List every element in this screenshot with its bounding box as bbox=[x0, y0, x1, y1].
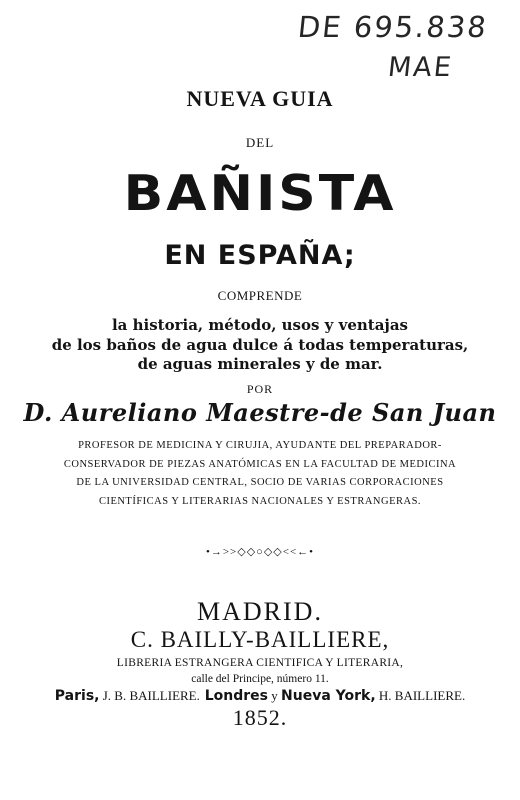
byline-por: POR bbox=[246, 382, 274, 396]
author-credentials-line-1: PROFESOR DE MEDICINA Y CIRUJIA, AYUDANTE DEL PREPARADOR- bbox=[78, 440, 442, 451]
author-credentials-line-4: CIENTÍFICAS Y LITERARIAS NACIONALES Y ESTRANGERAS. bbox=[98, 496, 422, 507]
author-name: D. Aureliano Maestre-de San Juan bbox=[23, 398, 497, 427]
imprint-branches bbox=[0, 688, 520, 704]
subtitle-intro: COMPRENDE bbox=[217, 288, 303, 303]
branch-city-new-york: Nueva York, bbox=[281, 688, 376, 704]
catalog-code-handwritten: MAE bbox=[386, 52, 455, 83]
title-main: BAÑISTA bbox=[123, 165, 397, 223]
subtitle-line-3: de aguas minerales y de mar. bbox=[137, 355, 383, 373]
branch-conjunction: y bbox=[268, 688, 282, 703]
subtitle-line-1: la historia, método, usos y ventajas bbox=[111, 316, 409, 334]
title-line-4: EN ESPAÑA; bbox=[164, 240, 356, 271]
imprint-shop: LIBRERIA ESTRANGERA CIENTIFICA Y LITERARIA, bbox=[116, 657, 404, 669]
title-line-1: NUEVA GUIA bbox=[186, 86, 334, 111]
catalog-number-handwritten: DE 695.838 bbox=[296, 10, 490, 44]
branch-city-london: Londres bbox=[199, 688, 269, 704]
branch-publisher-2: H. BAILLIERE. bbox=[375, 688, 466, 703]
imprint-year: 1852. bbox=[232, 705, 288, 730]
author-credentials-line-3: DE LA UNIVERSIDAD CENTRAL, SOCIO DE VARIAS CORPORACIONES bbox=[76, 477, 444, 488]
imprint-publisher: C. BAILLY-BAILLIERE, bbox=[130, 627, 390, 652]
imprint-city: MADRID. bbox=[197, 597, 323, 626]
imprint-address: calle del Principe, número 11. bbox=[191, 673, 329, 685]
title-line-2: DEL bbox=[245, 135, 275, 150]
author-credentials-line-2: CONSERVADOR DE PIEZAS ANATÓMICAS EN LA FACULTAD DE MEDICINA bbox=[63, 459, 457, 470]
branch-city-paris: Paris, bbox=[54, 688, 100, 704]
branch-publisher-1: J. B. BAILLIERE. bbox=[99, 688, 200, 703]
ornament-divider: •→>>◇◇○◇◇<<←• bbox=[206, 546, 314, 558]
subtitle-line-2: de los baños de agua dulce á todas temperaturas, bbox=[51, 336, 469, 354]
